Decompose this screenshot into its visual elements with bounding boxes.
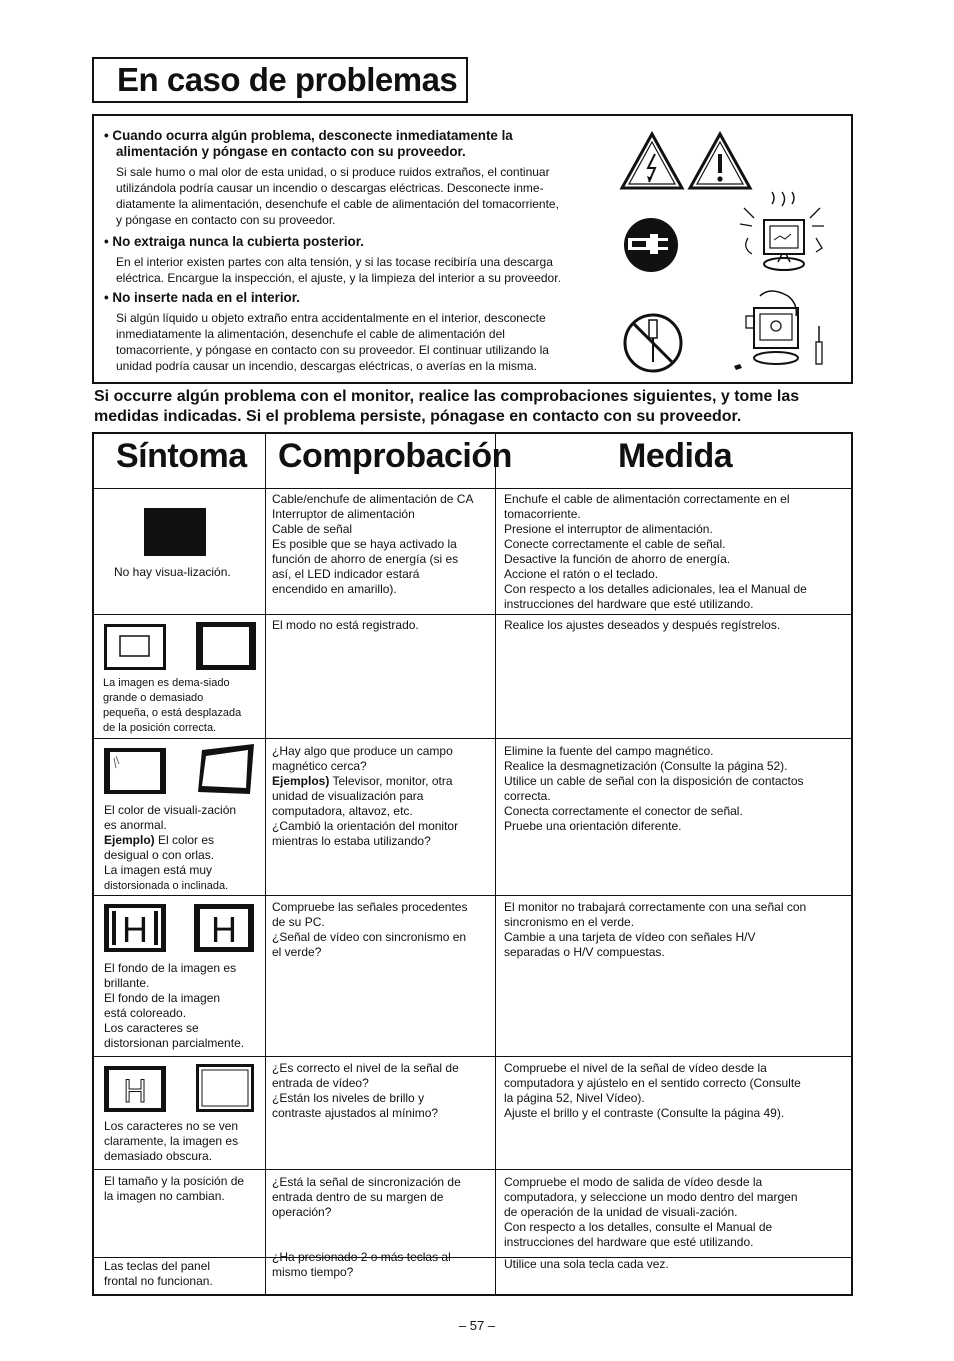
row-6-measure: Compruebe el modo de salida de vídeo desde la computadora, y seleccione un modo dentro del margen de operación de la unidad de visuali-zación. Con respecto a los detalles, consulte el Manual de instrucciones del hardware que esté utilizando. — [504, 1175, 798, 1249]
no-insert-prohibited-icon — [622, 312, 684, 374]
small-image-icon — [104, 624, 166, 670]
row-3-measure: Elimine la fuente del campo magnético. Realice la desmagnetización (Consulte la página 52). Utilice un cable de señal con la disposición de contactos correcta. Conecta correctamente el conector de señal. Pruebe una orientación diferente. — [504, 744, 804, 833]
row-6-symptom: El tamaño y la posición de la imagen no cambian. — [104, 1174, 245, 1203]
row-3-symptom: El color de visuali-zación es anormal. Ejemplo) El color es desigual o con orlas. La imagen está muy distorsionada o inclinada. — [104, 803, 237, 892]
smoking-monitor-icon — [734, 188, 830, 280]
letter-h-glyph: H — [123, 1073, 147, 1109]
caution-warning-icon — [688, 132, 752, 190]
dark-image-icon — [196, 1064, 254, 1112]
warning-box — [92, 114, 853, 384]
warning-3-heading: • No inserte nada en el interior. — [104, 290, 300, 305]
row-2-measure: Realice los ajustes deseados y después regístrelos. — [504, 618, 781, 632]
monitor-liquid-screwdriver-icon — [730, 286, 834, 376]
warning-1-body: Si sale humo o mal olor de esta unidad, o si produce ruidos extraños, el continuar utilizándola podría causar un incendio o descargas eléctricas. Desconecte inme- diatamente la alimentación, desenchufe el cable de alimentación del tomacorriente, y póngase en contacto con su proveedor. — [116, 165, 559, 227]
letter-h-glyph: H — [122, 909, 148, 950]
header-symptom: Síntoma — [116, 437, 247, 475]
row-4-measure: El monitor no trabajará correctamente con una señal con sincronismo en el verde. Cambie a una tarjeta de vídeo con señales H/V separadas o H/V compuestas. — [504, 900, 807, 959]
warning-2-body: En el interior existen partes con alta tensión, y si las tocase recibiría una descarga eléctrica. Encargue la inspección, el ajuste, y la limpieza del interior a su proveedor. — [116, 255, 561, 285]
warning-1-heading: • Cuando ocurra algún problema, desconecte inmediatamente la alimentación y póngase en contacto con su proveedor. — [104, 128, 513, 159]
page-title-box — [92, 57, 468, 103]
intro-instruction: Si occurre algún problema con el monitor, realice las comprobaciones siguientes, y tome las medidas indicadas. Si el problema persiste, pónagase en contacto con su proveedor. — [94, 388, 800, 425]
letter-h-glyph: H — [211, 909, 237, 950]
row-3-check: ¿Hay algo que produce un campo magnético cerca? Ejemplos) Televisor, monitor, otra unidad de visualización para computadora, altavoz, etc. ¿Cambió la orientación del monitor mientras lo estaba utilizando? — [272, 744, 459, 848]
row-1-symptom: No hay visua-lización. — [114, 565, 231, 579]
row-5-check: ¿Es correcto el nivel de la señal de entrada de vídeo? ¿Están los niveles de brillo y contraste ajustados al mínimo? — [272, 1061, 459, 1120]
header-measure: Medida — [618, 437, 733, 475]
row-7-check: ¿Ha presionado 2 o más teclas al mismo tiempo? — [272, 1250, 451, 1279]
row-1-check: Cable/enchufe de alimentación de CA Interruptor de alimentación Cable de señal Es posible que se haya activado la función de ahorro de energía (si es así, el LED indicador estará encendido en amarillo). — [272, 492, 474, 596]
header-check: Comprobación — [278, 437, 512, 475]
row-1-measure: Enchufe el cable de alimentación correctamente en el tomacorriente. Presione el interruptor de alimentación. Conecte correctamente el cable de señal. Desactive la función de ahorro de energía. Accione el ratón o el teclado. Con respecto a los detalles adicionales, lea el Manual de instrucciones del hardware que esté utilizando. — [504, 492, 807, 611]
electric-shock-warning-icon — [620, 132, 684, 190]
row-7-measure: Utilice una sola tecla cada vez. — [504, 1257, 669, 1271]
row-5-measure: Compruebe el nivel de la señal de vídeo desde la computadora y ajústelo en el sentido correcto (Consulte la página 52, Nivel Vídeo). Ajuste el brillo y el contraste (Consulte la página 49). — [504, 1061, 801, 1120]
unclear-characters-icon — [104, 1066, 166, 1112]
row-5-symptom: Los caracteres no se ven claramente, la imagen es demasiado obscura. — [104, 1119, 239, 1163]
colored-background-icon — [194, 904, 254, 952]
row-2-symptom: La imagen es dema-siado grande o demasiado pequeña, o está desplazada de la posición correcta. — [103, 677, 242, 734]
color-irregular-icon — [104, 748, 166, 794]
page-title: En caso de problemas — [117, 61, 458, 98]
large-image-icon — [196, 622, 256, 670]
row-4-check: Compruebe las señales procedentes de su PC. ¿Señal de vídeo con sincronismo en el verde? — [272, 900, 468, 959]
row-7-symptom: Las teclas del panel frontal no funcionan. — [104, 1259, 213, 1288]
blank-screen-icon — [144, 508, 206, 556]
row-2-check: El modo no está registrado. — [272, 618, 419, 632]
warning-2-heading: • No extraiga nunca la cubierta posterior. — [104, 234, 364, 249]
tilted-image-icon — [196, 744, 256, 796]
row-4-symptom: El fondo de la imagen es brillante. El fondo de la imagen está coloreado. Los caracteres se distorsionan parcialmente. — [104, 961, 245, 1050]
unplug-icon — [622, 216, 680, 274]
bright-background-icon — [104, 904, 166, 952]
page-number: – 57 – — [458, 1318, 496, 1333]
row-6-check: ¿Está la señal de sincronización de entrada dentro de su margen de operación? — [272, 1175, 461, 1219]
warning-3-body: Si algún líquido u objeto extraño entra accidentalmente en el interior, desconecte inmediatamente la alimentación, desenchufe el cable de alimentación del tomacorriente, y póngase en contacto con su proveedor. El continuar utilizando la unidad podría causar un incendio, descargas eléctricas, o averías en la misma. — [116, 311, 549, 373]
troubleshooting-table — [92, 432, 853, 1296]
